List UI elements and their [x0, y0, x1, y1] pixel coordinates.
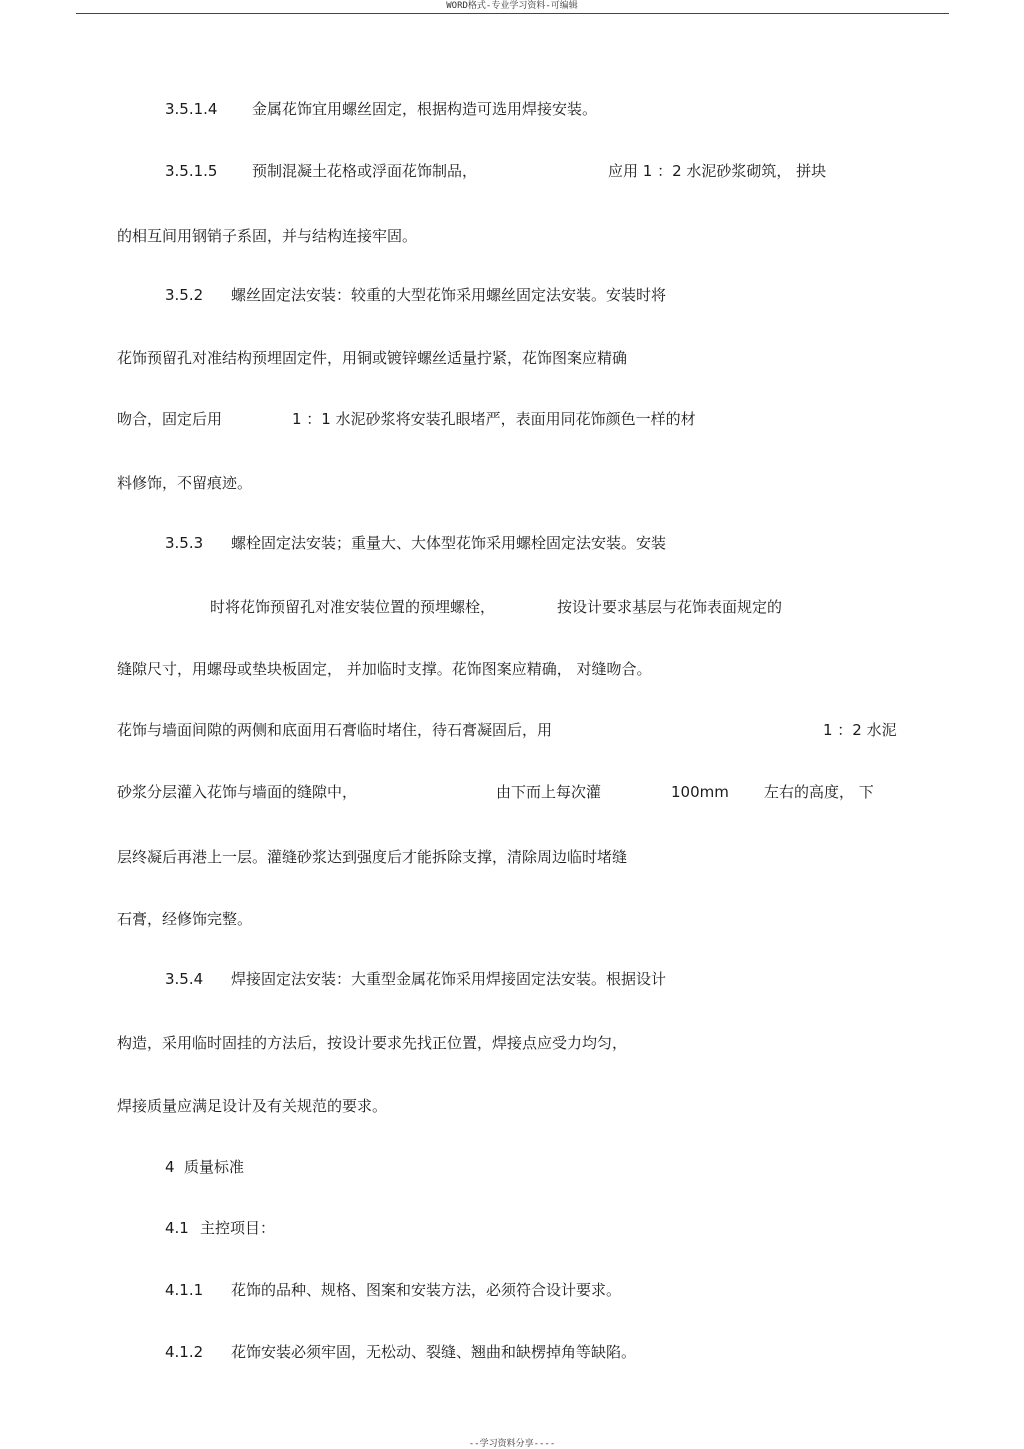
paragraph-line: [0, 1342, 637, 1362]
paragraph-line: [0, 1033, 628, 1053]
page-header: WORD格式-专业学习资料-可编辑: [446, 1, 578, 11]
line-text: 石膏，经修饰完整。: [117, 910, 253, 928]
line-text-part: 由下而上每次灌: [496, 783, 602, 801]
section-number: 3.5.3: [165, 534, 204, 552]
paragraph-line: [0, 533, 667, 553]
section-number: 4.1.1: [165, 1281, 204, 1299]
line-text-part: 应用 1 ：2 水泥砂浆砌筑， 拼块: [608, 162, 827, 180]
section-number: 3.5.1.5: [165, 162, 218, 180]
section-number: 3.5.4: [165, 970, 204, 988]
line-text: 吻合，固定后用: [117, 410, 223, 428]
header-rule: [76, 13, 949, 14]
paragraph-line: [0, 409, 696, 429]
paragraph-line: [0, 1096, 388, 1116]
page-footer: --学习资料分享----: [468, 1439, 556, 1449]
paragraph-line: [0, 659, 652, 679]
paragraph-line: [0, 226, 418, 246]
line-text: 花饰与墙面间隙的两侧和底面用石膏临时堵住，待石膏凝固后，用: [117, 721, 553, 739]
line-text: 焊接质量应满足设计及有关规范的要求。: [117, 1097, 388, 1115]
line-text-part: 1 ：1 水泥砂浆将安装孔眼堵严，表面用同花饰颜色一样的材: [292, 410, 696, 428]
paragraph-line: [0, 1280, 622, 1300]
line-text: 螺丝固定法安装：较重的大型花饰采用螺丝固定法安装。安装时将: [231, 286, 667, 304]
section-number: 3.5.1.4: [165, 100, 218, 118]
paragraph-line: [0, 348, 628, 368]
section-number: 4.1: [165, 1219, 189, 1237]
line-text: 构造，采用临时固挂的方法后，按设计要求先找正位置，焊接点应受力均匀，: [117, 1034, 628, 1052]
line-text: 的相互间用钢销子系固，并与结构连接牢固。: [117, 227, 418, 245]
line-text: 缝隙尺寸，用螺母或垫块板固定， 并加临时支撑。花饰图案应精确， 对缝吻合。: [117, 660, 652, 678]
paragraph-line: [0, 969, 667, 989]
paragraph-line: [0, 473, 253, 493]
line-text: 焊接固定法安装：大重型金属花饰采用焊接固定法安装。根据设计: [231, 970, 667, 988]
line-text: 料修饰，不留痕迹。: [117, 474, 253, 492]
paragraph-line: [0, 782, 874, 802]
line-text-part: 左右的高度， 下: [764, 783, 874, 801]
section-number: 3.5.2: [165, 286, 204, 304]
paragraph-line: [0, 720, 897, 740]
paragraph-line: [0, 285, 667, 305]
line-text: 花饰的品种、规格、图案和安装方法，必须符合设计要求。: [231, 1281, 622, 1299]
line-text-part: 按设计要求基层与花饰表面规定的: [557, 598, 783, 616]
section-heading: [0, 1218, 276, 1238]
section-number: 4.1.2: [165, 1343, 204, 1361]
paragraph-line: [0, 597, 783, 617]
section-number: 4: [165, 1158, 175, 1176]
line-text: 预制混凝土花格或浮面花饰制品，: [252, 162, 478, 180]
line-text: 砂浆分层灌入花饰与墙面的缝隙中，: [117, 783, 358, 801]
line-text: 花饰安装必须牢固，无松动、裂缝、翘曲和缺楞掉角等缺陷。: [231, 1343, 637, 1361]
line-text-part: 100mm: [671, 783, 729, 801]
paragraph-line: [0, 99, 598, 119]
line-text: 层终凝后再港上一层。灌缝砂浆达到强度后才能拆除支撑，清除周边临时堵缝: [117, 848, 628, 866]
line-text: 金属花饰宜用螺丝固定，根据构造可选用焊接安装。: [252, 100, 598, 118]
heading-text: 质量标准: [184, 1158, 245, 1176]
heading-text: 主控项目：: [200, 1219, 276, 1237]
line-text: 时将花饰预留孔对准安装位置的预埋螺栓，: [210, 598, 496, 616]
paragraph-line: [0, 909, 253, 929]
line-text: 螺栓固定法安装；重量大、大体型花饰采用螺栓固定法安装。安装: [231, 534, 667, 552]
paragraph-line: [0, 847, 628, 867]
paragraph-line: [0, 161, 827, 181]
section-heading: [0, 1157, 245, 1177]
line-text-part: 1 ：2 水泥: [823, 721, 897, 739]
line-text: 花饰预留孔对准结构预埋固定件，用铜或镀锌螺丝适量拧紧，花饰图案应精确: [117, 349, 628, 367]
